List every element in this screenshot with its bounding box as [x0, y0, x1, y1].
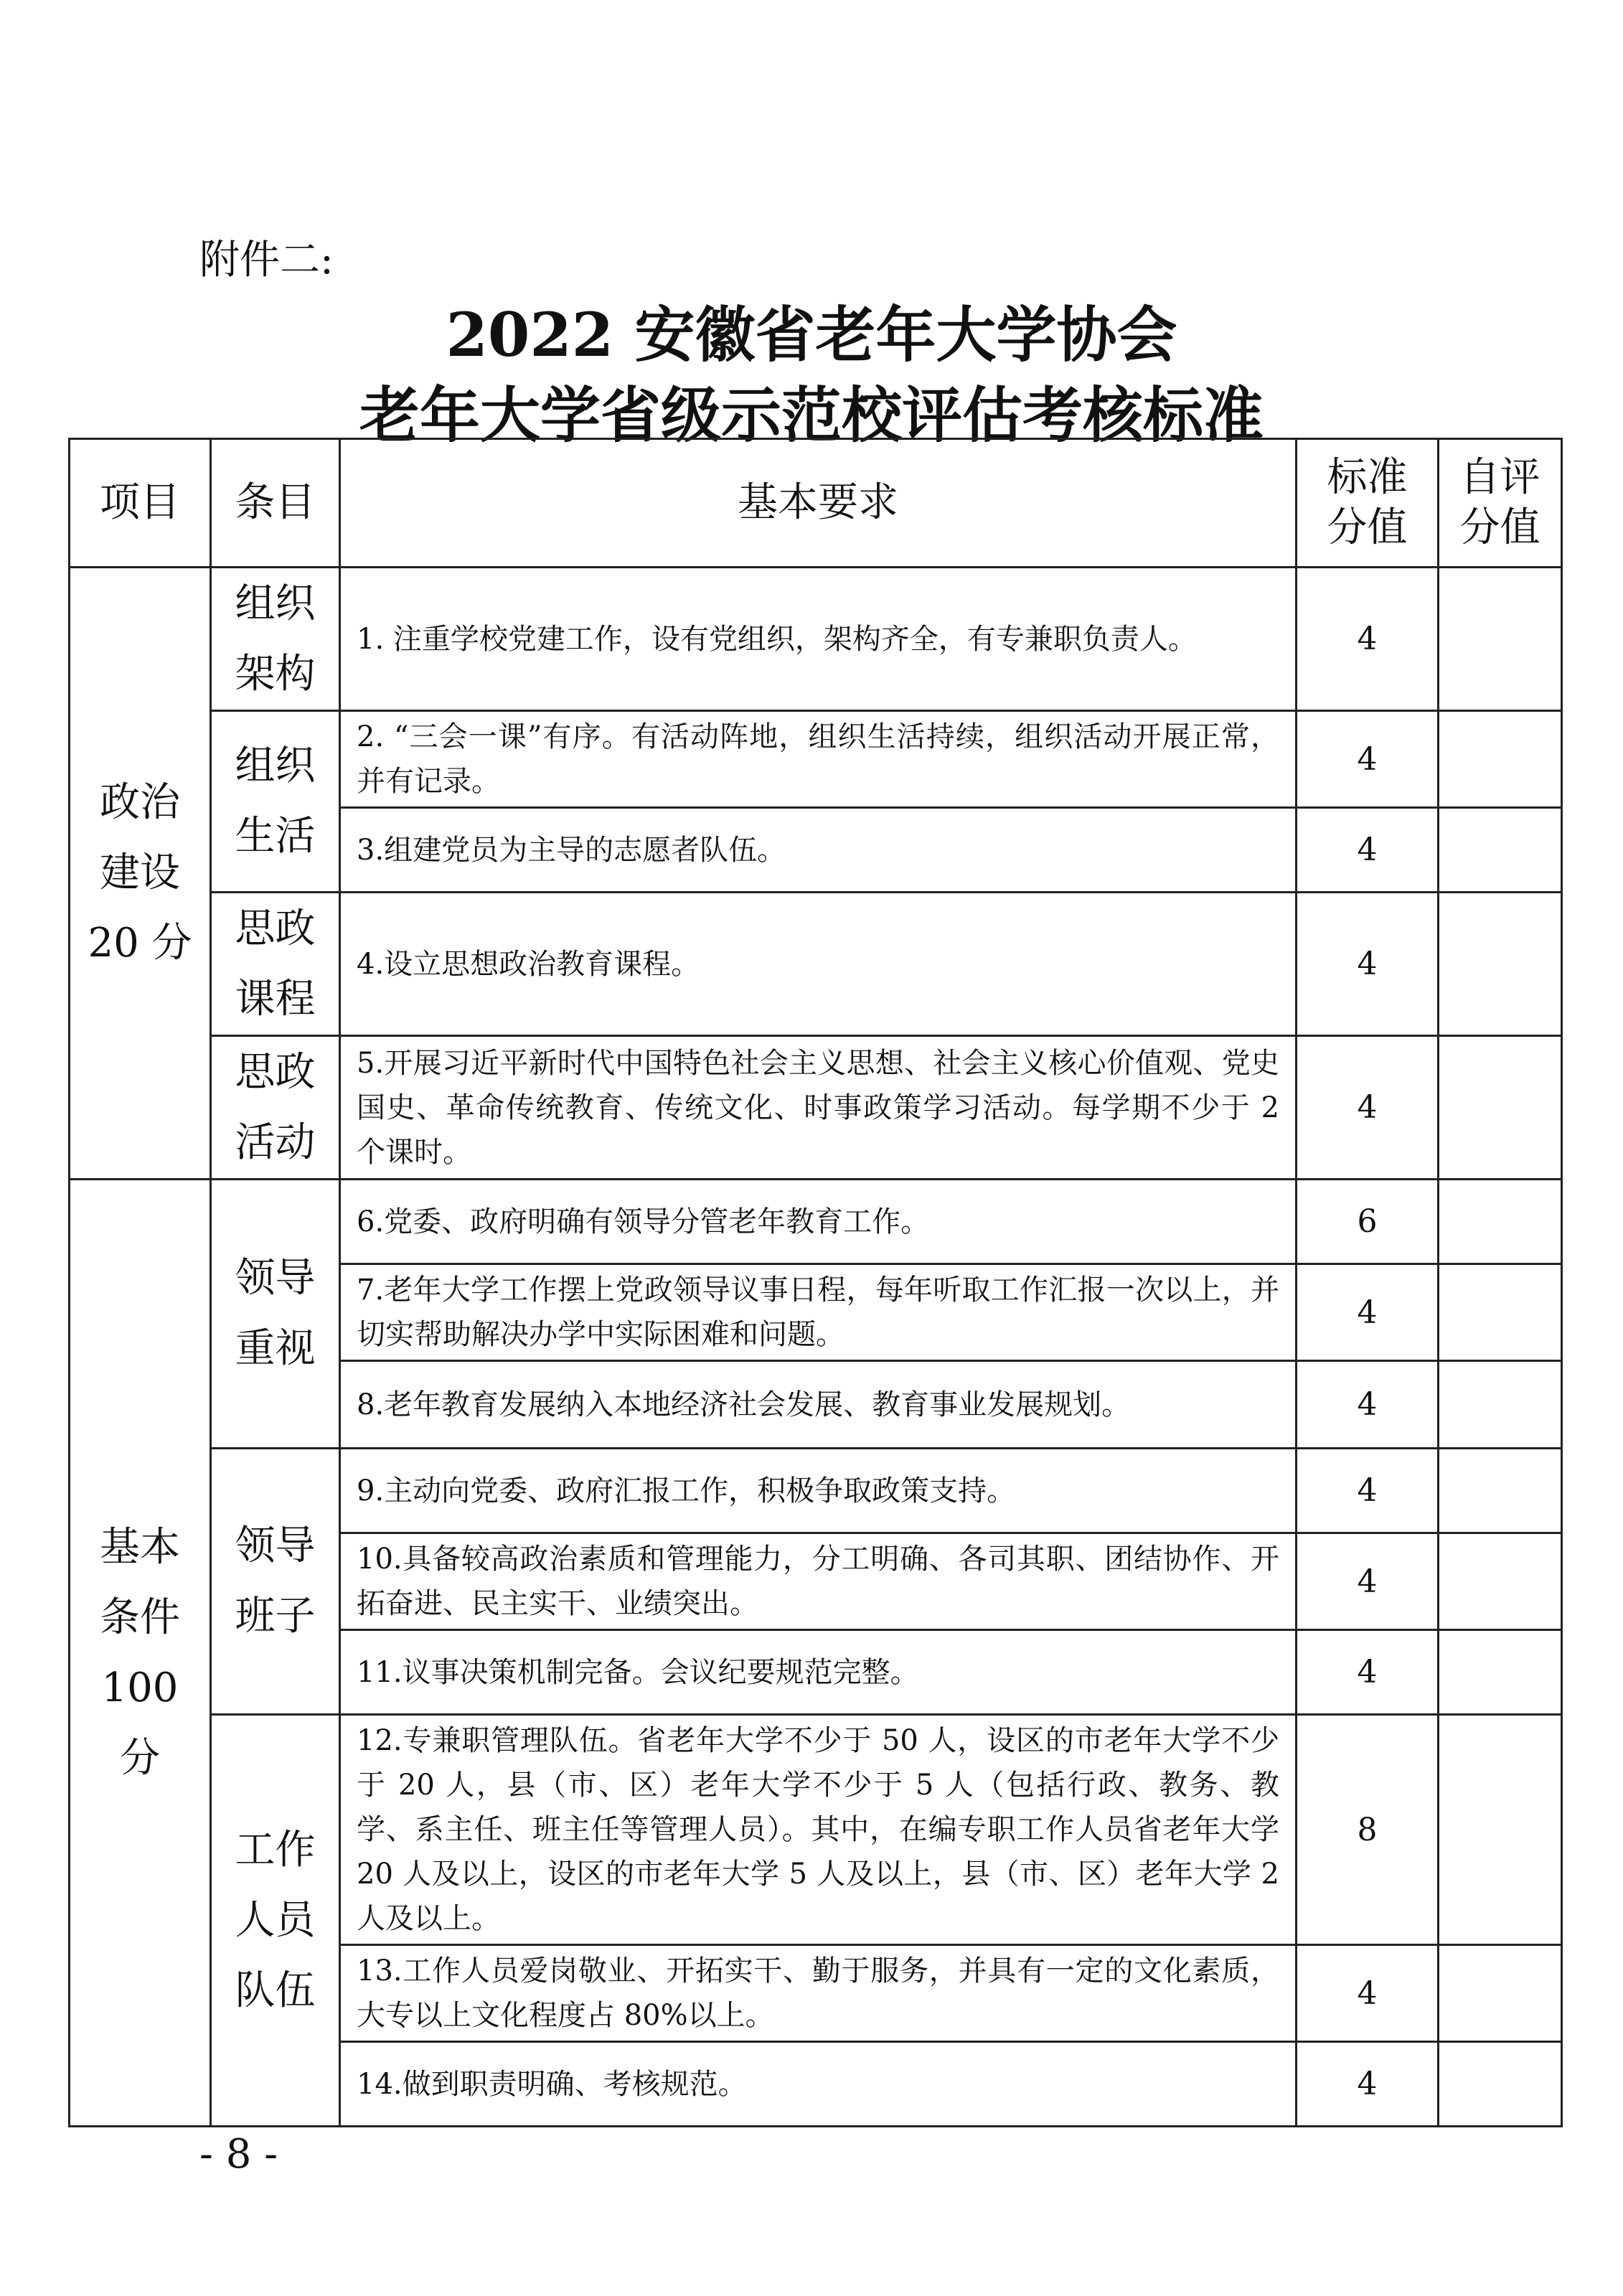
- standard-score-cell: 4: [1297, 568, 1439, 711]
- header-project: 项目: [70, 439, 211, 568]
- table-row: [70, 1036, 1562, 1180]
- standard-score-cell: 4: [1297, 1533, 1439, 1630]
- requirement-cell: 12.专兼职管理队伍。省老年大学不少于 50 人，设区的市老年大学不少于 20 人，县（市、区）老年大学不少于 5 人（包括行政、教务、教学、系主任、班主任等管理人员）。其中，在编专职工作人员省老年大学 20 人及以上，设区的市老年大学 5 人及以上，县（市、区）老年大学 2 人及以上。: [340, 1715, 1297, 1945]
- item-cell: 领导 班子: [211, 1449, 340, 1715]
- self-score-cell[interactable]: [1439, 568, 1562, 711]
- standard-score-cell: 4: [1297, 808, 1439, 893]
- table-row: [70, 1449, 1562, 1533]
- self-score-cell[interactable]: [1439, 1715, 1562, 1945]
- item-cell: 思政 活动: [211, 1036, 340, 1180]
- page-number: - 8 -: [199, 2131, 278, 2178]
- standard-score-cell: 4: [1297, 2042, 1439, 2127]
- evaluation-table: [68, 438, 1563, 2127]
- requirement-cell: 3.组建党员为主导的志愿者队伍。: [340, 808, 1297, 893]
- standard-score-cell: 4: [1297, 1361, 1439, 1449]
- title-line-2: 老年大学省级示范校评估考核标准: [359, 380, 1264, 451]
- category-cell: 政治 建设 20 分: [70, 568, 211, 1180]
- requirement-cell: 9.主动向党委、政府汇报工作，积极争取政策支持。: [340, 1449, 1297, 1533]
- table-row: [70, 1180, 1562, 1264]
- table-row: [70, 893, 1562, 1036]
- requirement-cell: 14.做到职责明确、考核规范。: [340, 2042, 1297, 2127]
- self-score-cell[interactable]: [1439, 1361, 1562, 1449]
- self-score-cell[interactable]: [1439, 1036, 1562, 1180]
- item-cell: 工作 人员 队伍: [211, 1715, 340, 2127]
- requirement-cell: 2. “三会一课”有序。有活动阵地，组织生活持续，组织活动开展正常，并有记录。: [340, 711, 1297, 808]
- item-cell: 组织 架构: [211, 568, 340, 711]
- requirement-cell: 8.老年教育发展纳入本地经济社会发展、教育事业发展规划。: [340, 1361, 1297, 1449]
- self-score-cell[interactable]: [1439, 1180, 1562, 1264]
- item-cell: 组织 生活: [211, 711, 340, 893]
- requirement-cell: 11.议事决策机制完备。会议纪要规范完整。: [340, 1630, 1297, 1715]
- requirement-cell: 13.工作人员爱岗敬业、开拓实干、勤于服务，并具有一定的文化素质，大专以上文化程度占 80%以上。: [340, 1945, 1297, 2042]
- requirement-cell: 6.党委、政府明确有领导分管老年教育工作。: [340, 1180, 1297, 1264]
- category-cell: 基本 条件 100 分: [70, 1180, 211, 2127]
- standard-score-cell: 4: [1297, 1449, 1439, 1533]
- title-line-1: 2022 安徽省老年大学协会: [446, 299, 1177, 370]
- table-row: [70, 711, 1562, 808]
- table-body: [70, 568, 1562, 2127]
- self-score-cell[interactable]: [1439, 2042, 1562, 2127]
- self-score-cell[interactable]: [1439, 1449, 1562, 1533]
- attachment-label: 附件二:: [199, 237, 334, 283]
- requirement-cell: 10.具备较高政治素质和管理能力，分工明确、各司其职、团结协作、开拓奋进、民主实干、业绩突出。: [340, 1533, 1297, 1630]
- requirement-cell: 5.开展习近平新时代中国特色社会主义思想、社会主义核心价值观、党史国史、革命传统教育、传统文化、时事政策学习活动。每学期不少于 2 个课时。: [340, 1036, 1297, 1180]
- header-standard-score: 标准 分值: [1297, 439, 1439, 568]
- standard-score-cell: 8: [1297, 1715, 1439, 1945]
- item-cell: 领导 重视: [211, 1180, 340, 1449]
- self-score-cell[interactable]: [1439, 1533, 1562, 1630]
- self-score-cell[interactable]: [1439, 711, 1562, 808]
- standard-score-cell: 4: [1297, 1945, 1439, 2042]
- self-score-cell[interactable]: [1439, 1264, 1562, 1361]
- self-score-cell[interactable]: [1439, 893, 1562, 1036]
- item-cell: 思政 课程: [211, 893, 340, 1036]
- table-row: [70, 1715, 1562, 1945]
- self-score-cell[interactable]: [1439, 808, 1562, 893]
- header-self-score: 自评 分值: [1439, 439, 1562, 568]
- self-score-cell[interactable]: [1439, 1630, 1562, 1715]
- standard-score-cell: 4: [1297, 893, 1439, 1036]
- standard-score-cell: 4: [1297, 711, 1439, 808]
- standard-score-cell: 4: [1297, 1036, 1439, 1180]
- table-row: [70, 568, 1562, 711]
- table-header-row: [70, 439, 1562, 568]
- requirement-cell: 7.老年大学工作摆上党政领导议事日程，每年听取工作汇报一次以上，并切实帮助解决办学中实际困难和问题。: [340, 1264, 1297, 1361]
- standard-score-cell: 4: [1297, 1630, 1439, 1715]
- standard-score-cell: 4: [1297, 1264, 1439, 1361]
- requirement-cell: 4.设立思想政治教育课程。: [340, 893, 1297, 1036]
- standard-score-cell: 6: [1297, 1180, 1439, 1264]
- header-item: 条目: [211, 439, 340, 568]
- header-requirement: 基本要求: [340, 439, 1297, 568]
- self-score-cell[interactable]: [1439, 1945, 1562, 2042]
- requirement-cell: 1. 注重学校党建工作，设有党组织，架构齐全，有专兼职负责人。: [340, 568, 1297, 711]
